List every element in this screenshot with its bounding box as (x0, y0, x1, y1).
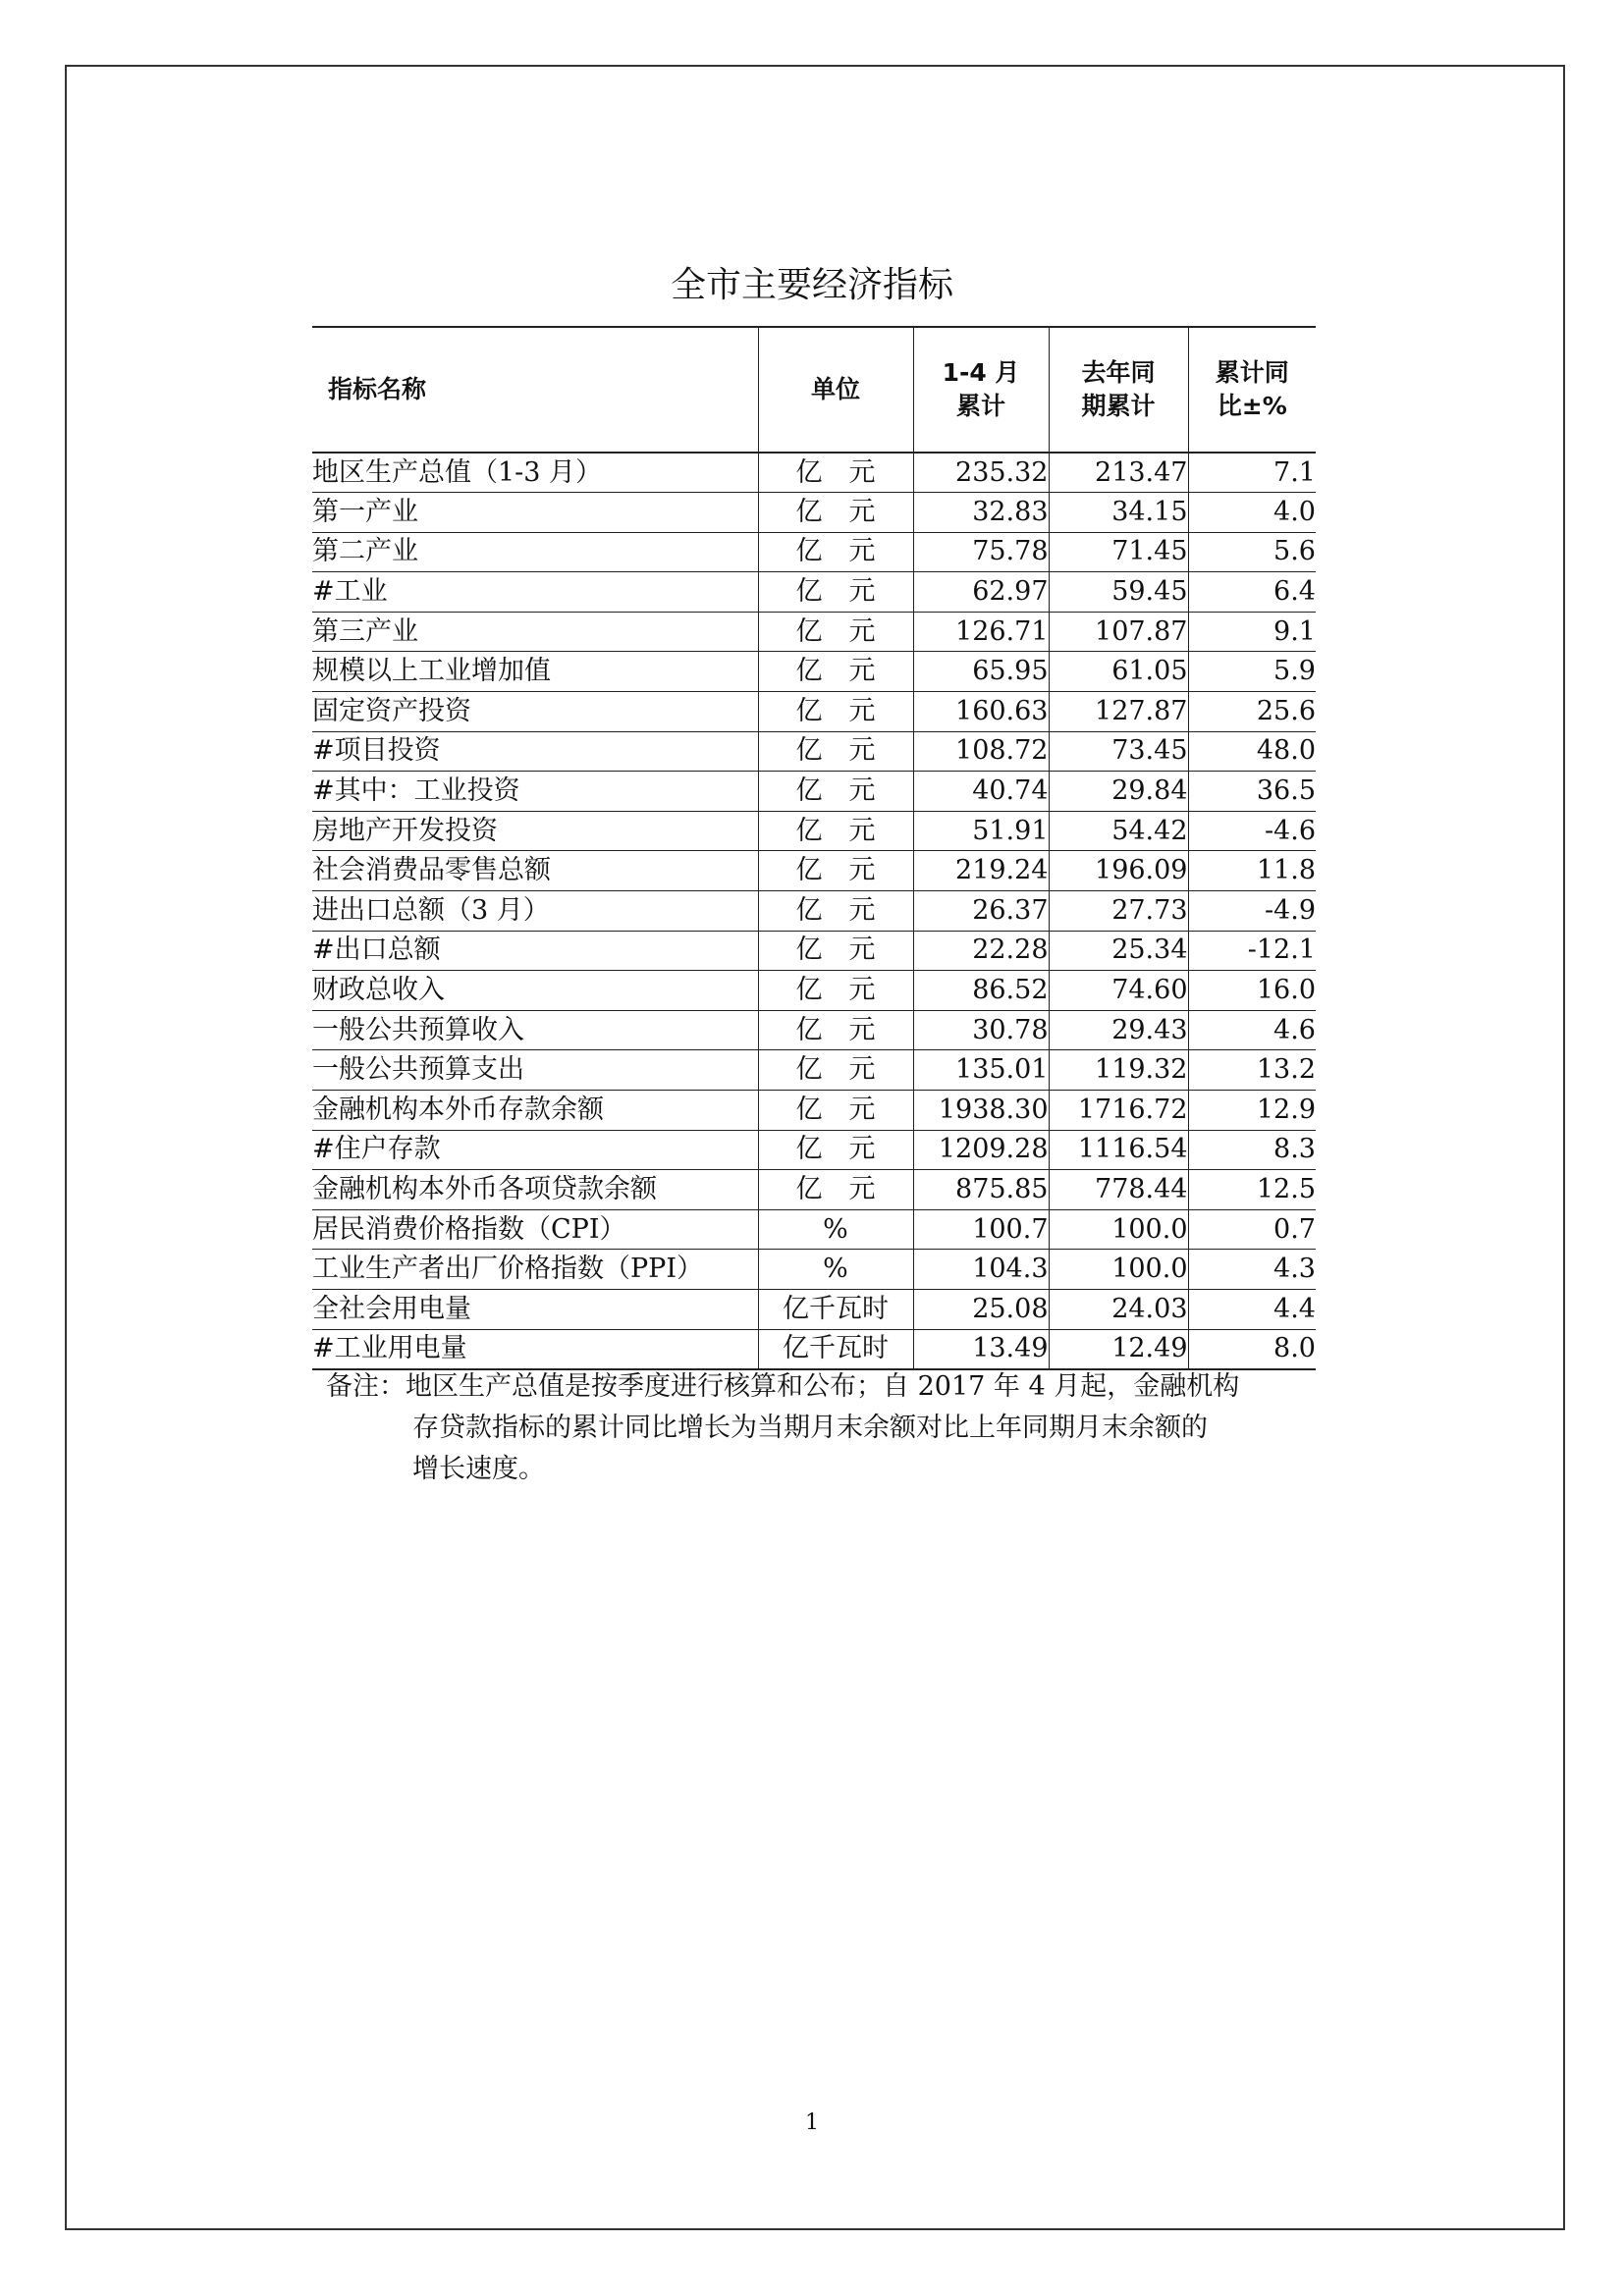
last-year-value: 73.45 (1049, 731, 1188, 772)
last-year-value: 61.05 (1049, 652, 1188, 692)
table-row (312, 1329, 1316, 1369)
indicator-unit: 亿 元 (758, 891, 913, 932)
current-value: 86.52 (913, 971, 1049, 1011)
indicator-name: 金融机构本外币各项贷款余额 (312, 1170, 758, 1210)
indicator-unit: 亿 元 (758, 731, 913, 772)
header-current-cumulative (913, 327, 1049, 453)
page-number: 1 (805, 2110, 819, 2135)
current-value: 26.37 (913, 891, 1049, 932)
current-value: 235.32 (913, 453, 1049, 493)
current-value: 40.74 (913, 772, 1049, 812)
indicator-unit: 亿 元 (758, 652, 913, 692)
change-value: 5.6 (1188, 532, 1316, 572)
indicator-unit: 亿 元 (758, 971, 913, 1011)
indicator-name: 规模以上工业增加值 (312, 652, 758, 692)
current-value: 62.97 (913, 572, 1049, 613)
indicator-unit: 亿 元 (758, 1130, 913, 1170)
footnote-line-2: 存贷款指标的累计同比增长为当期月末余额对比上年同期月末余额的 (412, 1413, 1208, 1443)
last-year-value: 127.87 (1049, 692, 1188, 732)
table-row (312, 1010, 1316, 1050)
indicator-unit: 亿 元 (758, 772, 913, 812)
table-row (312, 811, 1316, 851)
indicator-table (312, 326, 1316, 1370)
last-year-value: 778.44 (1049, 1170, 1188, 1210)
indicator-unit: 亿 元 (758, 931, 913, 971)
header-last-year-line-2: 期累计 (1081, 392, 1156, 420)
last-year-value: 1716.72 (1049, 1091, 1188, 1131)
indicator-name: 第二产业 (312, 532, 758, 572)
indicator-unit: 亿 元 (758, 532, 913, 572)
header-indicator-name: 指标名称 (312, 327, 758, 453)
current-value: 30.78 (913, 1010, 1049, 1050)
change-value: 0.7 (1188, 1209, 1316, 1250)
last-year-value: 1116.54 (1049, 1130, 1188, 1170)
change-value: 12.5 (1188, 1170, 1316, 1210)
table-row (312, 1250, 1316, 1290)
header-unit: 单位 (758, 327, 913, 453)
table-row (312, 652, 1316, 692)
table-row (312, 1050, 1316, 1091)
table-row (312, 532, 1316, 572)
change-value: -4.9 (1188, 891, 1316, 932)
indicator-unit: 亿 元 (758, 1091, 913, 1131)
footnote-line-1: 备注：地区生产总值是按季度进行核算和公布；自 2017 年 4 月起，金融机构 (326, 1371, 1240, 1402)
table-row (312, 731, 1316, 772)
change-value: 25.6 (1188, 692, 1316, 732)
indicator-unit: 亿 元 (758, 692, 913, 732)
last-year-value: 74.60 (1049, 971, 1188, 1011)
indicator-name: 第一产业 (312, 493, 758, 533)
last-year-value: 100.0 (1049, 1250, 1188, 1290)
header-last-year-line-1: 去年同 (1081, 358, 1156, 387)
last-year-value: 196.09 (1049, 851, 1188, 891)
table-row (312, 612, 1316, 652)
current-value: 75.78 (913, 532, 1049, 572)
table-row (312, 772, 1316, 812)
last-year-value: 29.43 (1049, 1010, 1188, 1050)
indicator-name: 地区生产总值（1-3 月） (312, 453, 758, 493)
change-value: -12.1 (1188, 931, 1316, 971)
table-row (312, 493, 1316, 533)
header-change-line-1: 累计同 (1215, 358, 1289, 387)
change-value: 4.0 (1188, 493, 1316, 533)
last-year-value: 213.47 (1049, 453, 1188, 493)
last-year-value: 59.45 (1049, 572, 1188, 613)
change-value: 6.4 (1188, 572, 1316, 613)
current-value: 126.71 (913, 612, 1049, 652)
indicator-name: 进出口总额（3 月） (312, 891, 758, 932)
indicator-name: #工业 (312, 572, 758, 613)
indicator-unit: 亿千瓦时 (758, 1289, 913, 1329)
indicator-unit: 亿千瓦时 (758, 1329, 913, 1369)
last-year-value: 100.0 (1049, 1209, 1188, 1250)
change-value: 11.8 (1188, 851, 1316, 891)
last-year-value: 107.87 (1049, 612, 1188, 652)
indicator-unit: 亿 元 (758, 493, 913, 533)
header-last-year-cumulative (1049, 327, 1188, 453)
change-value: 4.4 (1188, 1289, 1316, 1329)
change-value: 8.3 (1188, 1130, 1316, 1170)
last-year-value: 12.49 (1049, 1329, 1188, 1369)
current-value: 32.83 (913, 493, 1049, 533)
indicator-unit: % (758, 1250, 913, 1290)
footnote (326, 1366, 1318, 1490)
change-value: 9.1 (1188, 612, 1316, 652)
current-value: 1209.28 (913, 1130, 1049, 1170)
change-value: 36.5 (1188, 772, 1316, 812)
current-value: 108.72 (913, 731, 1049, 772)
indicator-unit: 亿 元 (758, 1170, 913, 1210)
table-row (312, 692, 1316, 732)
last-year-value: 71.45 (1049, 532, 1188, 572)
change-value: 7.1 (1188, 453, 1316, 493)
indicator-name: #项目投资 (312, 731, 758, 772)
table-row (312, 931, 1316, 971)
indicator-name: 全社会用电量 (312, 1289, 758, 1329)
table-row (312, 453, 1316, 493)
indicator-unit: 亿 元 (758, 1050, 913, 1091)
indicator-unit: 亿 元 (758, 851, 913, 891)
indicator-name: 房地产开发投资 (312, 811, 758, 851)
last-year-value: 27.73 (1049, 891, 1188, 932)
current-value: 25.08 (913, 1289, 1049, 1329)
indicator-name: 财政总收入 (312, 971, 758, 1011)
indicator-unit: 亿 元 (758, 811, 913, 851)
indicator-name: 金融机构本外币存款余额 (312, 1091, 758, 1131)
header-change-line-2: 比±% (1217, 392, 1287, 420)
indicator-name: #住户存款 (312, 1130, 758, 1170)
table-row (312, 971, 1316, 1011)
current-value: 875.85 (913, 1170, 1049, 1210)
indicator-name: #出口总额 (312, 931, 758, 971)
change-value: 4.3 (1188, 1250, 1316, 1290)
last-year-value: 25.34 (1049, 931, 1188, 971)
indicator-name: 社会消费品零售总额 (312, 851, 758, 891)
change-value: 12.9 (1188, 1091, 1316, 1131)
indicator-name: 第三产业 (312, 612, 758, 652)
indicator-unit: 亿 元 (758, 612, 913, 652)
last-year-value: 29.84 (1049, 772, 1188, 812)
table-row (312, 1209, 1316, 1250)
change-value: 16.0 (1188, 971, 1316, 1011)
table-header-row (312, 327, 1316, 453)
indicator-name: 一般公共预算收入 (312, 1010, 758, 1050)
current-value: 160.63 (913, 692, 1049, 732)
indicator-name: 固定资产投资 (312, 692, 758, 732)
header-current-line-1: 1-4 月 (942, 358, 1020, 387)
indicator-name: 一般公共预算支出 (312, 1050, 758, 1091)
current-value: 104.3 (913, 1250, 1049, 1290)
footnote-line-3: 增长速度。 (412, 1454, 545, 1484)
current-value: 135.01 (913, 1050, 1049, 1091)
table-row (312, 1289, 1316, 1329)
table-row (312, 572, 1316, 613)
last-year-value: 119.32 (1049, 1050, 1188, 1091)
current-value: 65.95 (913, 652, 1049, 692)
indicator-unit: % (758, 1209, 913, 1250)
last-year-value: 54.42 (1049, 811, 1188, 851)
table-row (312, 1091, 1316, 1131)
page-title: 全市主要经济指标 (670, 265, 953, 305)
indicator-unit: 亿 元 (758, 453, 913, 493)
indicator-name: #其中：工业投资 (312, 772, 758, 812)
change-value: 8.0 (1188, 1329, 1316, 1369)
current-value: 22.28 (913, 931, 1049, 971)
table-row (312, 1130, 1316, 1170)
indicator-unit: 亿 元 (758, 1010, 913, 1050)
last-year-value: 34.15 (1049, 493, 1188, 533)
current-value: 13.49 (913, 1329, 1049, 1369)
current-value: 1938.30 (913, 1091, 1049, 1131)
indicator-name: 工业生产者出厂价格指数（PPI） (312, 1250, 758, 1290)
change-value: 4.6 (1188, 1010, 1316, 1050)
change-value: -4.6 (1188, 811, 1316, 851)
header-current-line-2: 累计 (955, 392, 1005, 420)
change-value: 48.0 (1188, 731, 1316, 772)
last-year-value: 24.03 (1049, 1289, 1188, 1329)
table-row (312, 851, 1316, 891)
current-value: 51.91 (913, 811, 1049, 851)
change-value: 5.9 (1188, 652, 1316, 692)
indicator-unit: 亿 元 (758, 572, 913, 613)
current-value: 100.7 (913, 1209, 1049, 1250)
table-row (312, 1170, 1316, 1210)
indicator-name: 居民消费价格指数（CPI） (312, 1209, 758, 1250)
header-yoy-change (1188, 327, 1316, 453)
indicator-name: #工业用电量 (312, 1329, 758, 1369)
change-value: 13.2 (1188, 1050, 1316, 1091)
current-value: 219.24 (913, 851, 1049, 891)
table-row (312, 891, 1316, 932)
